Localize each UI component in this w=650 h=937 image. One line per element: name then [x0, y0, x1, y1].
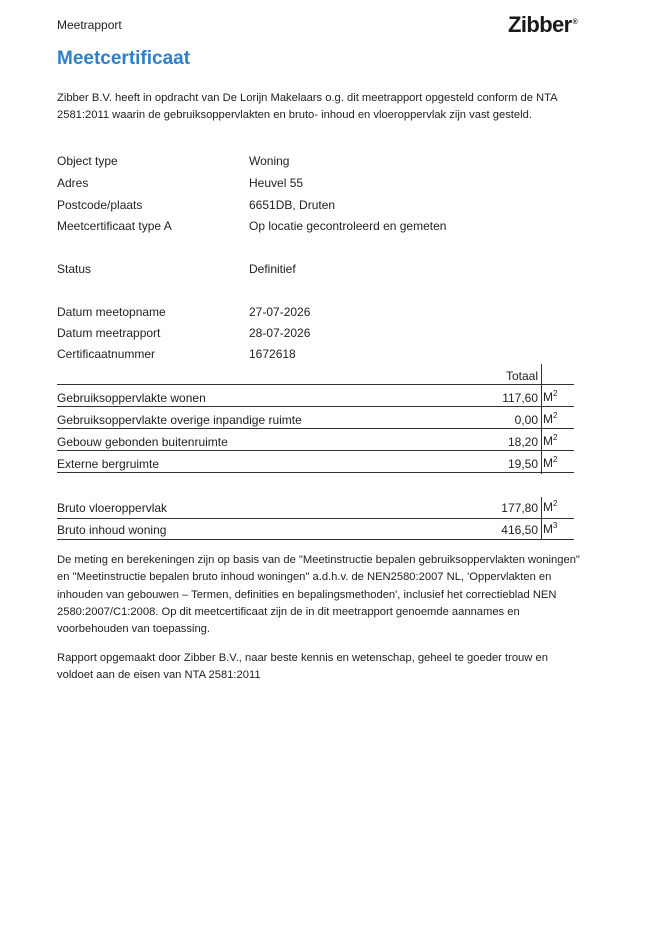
- detail-label: Status: [57, 262, 92, 276]
- detail-value: 6651DB, Druten: [249, 198, 336, 212]
- table-rule: [57, 539, 574, 540]
- table-row-value: 19,50: [507, 457, 538, 471]
- table-row-label: Externe bergruimte: [57, 457, 160, 471]
- table-row-unit: $M^2$: [543, 433, 558, 448]
- detail-label: Certificaatnummer: [57, 347, 156, 361]
- table-row-label: Gebruiksoppervlakte wonen: [57, 391, 206, 405]
- table-rule: [57, 472, 574, 473]
- logo-text: Zibber: [508, 12, 572, 37]
- closing-paragraph: Rapport opgemaakt door Zibber B.V., naar beste kennis en wetenschap, geheel te goeder trouw en voldoet aan de eisen van NTA 2581:2011: [57, 652, 548, 682]
- detail-value: 1672618: [249, 347, 296, 361]
- table-row-unit: $M^2$: [543, 455, 558, 470]
- detail-label: Datum meetopname: [57, 305, 166, 319]
- detail-value: Op locatie gecontroleerd en gemeten: [249, 219, 447, 233]
- detail-value: Definitief: [249, 262, 296, 276]
- table-header-totaal: Totaal: [505, 369, 538, 383]
- page-title: Meetcertificaat: [57, 48, 191, 69]
- table-row-value: 18,20: [507, 435, 538, 449]
- methodology-paragraph: De meting en berekeningen zijn op basis van de "Meetinstructie bepalen gebruiksoppervlakten woningen" en "Meetinstructie bepalen bruto inhoud woningen" a.d.h.v. de NEN2580:2007 NL, 'Oppervlakten en inhouden van gebouwen – Termen, definities en bepalingsmethoden', inclusief het correctieblad NEN 2580:2007/C1:2008. Op dit meetcertificaat zijn de in dit meetrapport genoemde aannames en voorbehouden van toepassing.: [57, 554, 580, 636]
- table-rule: [57, 428, 574, 429]
- table-row-value: 416,50: [501, 523, 538, 537]
- intro-paragraph: Zibber B.V. heeft in opdracht van De Lorijn Makelaars o.g. dit meetrapport opgesteld conform de NTA 2581:2011 waarin de gebruiksoppervlakten en bruto- inhoud en vloeroppervlak zijn vast gesteld.: [57, 92, 557, 122]
- detail-label: Datum meetrapport: [57, 326, 161, 340]
- header-label: Meetrapport: [57, 18, 122, 32]
- table-row-value: 177,80: [501, 501, 538, 515]
- detail-label: Postcode/plaats: [57, 198, 143, 212]
- table-row-value: 0,00: [514, 413, 538, 427]
- table-divider-vertical: [541, 364, 542, 474]
- table-row-value: 117,60: [502, 391, 538, 405]
- table-rule: [57, 518, 574, 519]
- detail-value: Woning: [249, 154, 290, 168]
- table-rule: [57, 384, 574, 385]
- detail-value: Heuvel 55: [249, 176, 304, 190]
- detail-label: Object type: [57, 154, 118, 168]
- table-row-unit: $M^3$: [543, 521, 558, 536]
- zibber-logo: [508, 12, 577, 38]
- detail-label: Adres: [57, 176, 89, 190]
- table-rule: [57, 450, 574, 451]
- logo-registered-mark: ®: [572, 18, 578, 26]
- table-row-label: Gebouw gebonden buitenruimte: [57, 435, 228, 449]
- table-row-label: Gebruiksoppervlakte overige inpandige ruimte: [57, 413, 302, 427]
- table-row-unit: $M^2$: [543, 411, 558, 426]
- detail-value: 28-07-2026: [249, 326, 311, 340]
- detail-value: 27-07-2026: [249, 305, 311, 319]
- table-row-unit: $M^2$: [543, 499, 558, 514]
- detail-label: Meetcertificaat type A: [57, 219, 172, 233]
- measurement-table: [57, 364, 574, 544]
- table-row-unit: $M^2$: [543, 389, 558, 404]
- table-row-label: Bruto vloeroppervlak: [57, 501, 168, 515]
- table-row-label: Bruto inhoud woning: [57, 523, 167, 537]
- table-rule: [57, 406, 574, 407]
